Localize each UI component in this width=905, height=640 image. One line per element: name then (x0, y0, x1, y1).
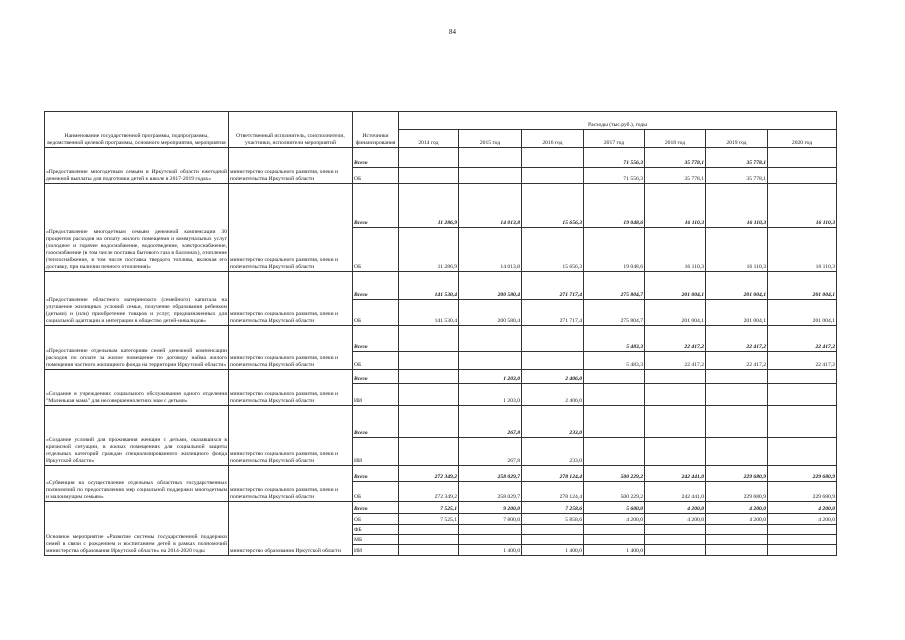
expense-value: 233,0 (522, 406, 584, 438)
funding-source: Всего (353, 370, 399, 384)
expense-value: 7 525,1 (399, 502, 459, 514)
expense-value: 16 110,3 (645, 184, 706, 228)
expense-value: 16 110,3 (768, 228, 837, 272)
expense-value: 272 349,2 (399, 466, 459, 482)
expense-value: 22 417,2 (768, 352, 837, 370)
executor-name: министерство социального развития, опеки и попечительства Иркутской области (229, 184, 353, 272)
expense-value: 201 004,1 (768, 272, 837, 300)
expense-value: 200 580,4 (459, 300, 522, 326)
expense-value (399, 384, 459, 406)
expense-value (399, 148, 459, 168)
expense-value: 242 441,0 (645, 482, 706, 502)
funding-source: ОБ (353, 228, 399, 272)
expense-value (768, 545, 837, 556)
executor-name: министерство социального развития, опеки и попечительства Иркутской области (229, 406, 353, 466)
expense-value: 15 656,3 (522, 228, 584, 272)
executor-name: министерство социального развития, опеки и попечительства Иркутской области (229, 148, 353, 184)
expense-value (459, 168, 522, 184)
expense-value: 7 525,1 (399, 514, 459, 525)
expense-value (522, 168, 584, 184)
expense-value: 271 717,4 (522, 272, 584, 300)
expense-value (459, 326, 522, 352)
expense-value (645, 438, 706, 466)
expense-value: 35 778,1 (645, 168, 706, 184)
expense-value: 35 778,1 (706, 168, 768, 184)
funding-source: Всего (353, 148, 399, 168)
table-row (45, 184, 837, 228)
expense-value: 22 417,2 (768, 326, 837, 352)
funding-source: ОБ (353, 168, 399, 184)
expense-value: 5 483,3 (584, 352, 645, 370)
expense-value (522, 525, 584, 535)
expense-value: 141 530,4 (399, 272, 459, 300)
year-header: 2015 год (459, 130, 522, 148)
program-name: «Создание условий для проживания женщин с детьми, оказавшихся в кризисной ситуации, в жилых помещениях для социальной защиты отдельных категорий граждан специализированного жилищного фонда Иркутской области» (45, 406, 229, 466)
expense-value: 5 483,3 (584, 326, 645, 352)
expense-value (584, 438, 645, 466)
expense-value: 258 029,7 (459, 466, 522, 482)
year-header: 2019 год (706, 130, 768, 148)
expense-value: 278 124,4 (522, 466, 584, 482)
expense-value (768, 406, 837, 438)
expense-value (768, 384, 837, 406)
funding-source: ФБ (353, 525, 399, 535)
budget-table (44, 111, 837, 556)
expense-value: 4 200,0 (645, 514, 706, 525)
expense-value: 141 530,4 (399, 300, 459, 326)
funding-source: ОБ (353, 482, 399, 502)
expense-value (459, 535, 522, 545)
program-name: «Субвенция на осуществление отдельных областных государственных полномочий по предоставлению мер социальной поддержки многодетным и малоимущим семьям» (45, 466, 229, 502)
expense-value (768, 370, 837, 384)
expense-value (768, 535, 837, 545)
executor-name: министерство социального развития, опеки и попечительства Иркутской области (229, 272, 353, 326)
expense-value (522, 148, 584, 168)
expense-value: 14 013,8 (459, 184, 522, 228)
expense-value: 4 200,0 (768, 502, 837, 514)
funding-source: ИИ (353, 438, 399, 466)
expense-value (645, 535, 706, 545)
expense-value: 275 804,7 (584, 272, 645, 300)
expense-value (584, 406, 645, 438)
expense-value (399, 326, 459, 352)
expense-value: 14 013,8 (459, 228, 522, 272)
expense-value: 1 203,0 (459, 370, 522, 384)
expense-value (706, 545, 768, 556)
expense-value: 2 406,0 (522, 384, 584, 406)
expense-value: 16 110,3 (706, 184, 768, 228)
expense-value (584, 525, 645, 535)
table-row (45, 272, 837, 300)
expense-value: 4 200,0 (584, 514, 645, 525)
expense-value (459, 525, 522, 535)
expense-value (399, 535, 459, 545)
expense-value: 35 778,1 (706, 148, 768, 168)
expense-value: 500 229,2 (584, 466, 645, 482)
expense-value: 1 203,0 (459, 384, 522, 406)
expense-value (706, 525, 768, 535)
expense-value (399, 438, 459, 466)
expense-value: 2 406,0 (522, 370, 584, 384)
expense-value (584, 535, 645, 545)
year-header: 2016 год (522, 130, 584, 148)
expense-value: 19 048,6 (584, 228, 645, 272)
expense-value: 71 556,3 (584, 148, 645, 168)
expense-value: 267,8 (459, 438, 522, 466)
expense-value (459, 148, 522, 168)
header-expenses: Расходы (тыс.руб.), годы (399, 112, 837, 130)
expense-value (706, 384, 768, 406)
expense-value (768, 438, 837, 466)
funding-source: ИИ (353, 384, 399, 406)
table-body (45, 148, 837, 556)
expense-value (522, 326, 584, 352)
funding-source: ОБ (353, 514, 399, 525)
expense-value (522, 352, 584, 370)
expense-value (645, 525, 706, 535)
expense-value (399, 168, 459, 184)
program-name: «Предоставление областного материнского (семейного) капитала на улучшение жилищных условий семьи, получение образования ребенком (детьми) и (или) приобретение товаров и услуг, предназначенных для социальной адаптации и интеграции в общество детей-инвалидов» (45, 272, 229, 326)
expense-value: 272 349,2 (399, 482, 459, 502)
expense-value: 201 004,1 (706, 272, 768, 300)
table-row (45, 370, 837, 384)
expense-value (399, 545, 459, 556)
expense-value (768, 525, 837, 535)
expense-value (399, 406, 459, 438)
expense-value: 500 229,2 (584, 482, 645, 502)
executor-name: министерство образования Иркутской области (229, 502, 353, 556)
funding-source: Всего (353, 406, 399, 438)
expense-value: 11 286,9 (399, 228, 459, 272)
expense-value: 22 417,2 (645, 352, 706, 370)
table-row (45, 502, 837, 514)
expense-value: 16 110,3 (768, 184, 837, 228)
header-sources: Источники финансирования (353, 112, 399, 148)
expense-value: 4 200,0 (768, 514, 837, 525)
expense-value (584, 370, 645, 384)
expense-value: 229 680,9 (768, 466, 837, 482)
expense-value: 22 417,2 (706, 326, 768, 352)
year-header: 2017 год (584, 130, 645, 148)
expense-value: 4 200,0 (706, 502, 768, 514)
expense-value: 200 580,4 (459, 272, 522, 300)
expense-value: 258 029,7 (459, 482, 522, 502)
header-executor: Ответственный исполнитель, соисполнители, участники, исполнители мероприятий (229, 112, 353, 148)
expense-value: 22 417,2 (645, 326, 706, 352)
funding-source: ОБ (353, 300, 399, 326)
table-row (45, 326, 837, 352)
expense-value (768, 168, 837, 184)
expense-value: 19 048,6 (584, 184, 645, 228)
table-row (45, 406, 837, 438)
expense-value: 15 656,3 (522, 184, 584, 228)
funding-source: ОБ (353, 352, 399, 370)
expense-value: 4 200,0 (645, 502, 706, 514)
expense-value: 5 600,0 (584, 502, 645, 514)
expense-value: 1 400,0 (459, 545, 522, 556)
expense-value (706, 406, 768, 438)
expense-value: 22 417,2 (706, 352, 768, 370)
table-row (45, 466, 837, 482)
expense-value (768, 148, 837, 168)
expense-value: 233,0 (522, 438, 584, 466)
program-name: Основное мероприятие «Развитие системы государственной поддержки семей в связи с рождением и воспитанием детей в рамках полномочий министерства образования Иркутской области» на 2014-2020 годы (45, 502, 229, 556)
expense-value: 16 110,3 (645, 228, 706, 272)
expense-value (459, 352, 522, 370)
expense-value (706, 370, 768, 384)
expense-value: 201 004,1 (768, 300, 837, 326)
header-name: Наименование государственной программы, подпрограммы, ведомственной целевой программы, основного мероприятия, мероприятия (45, 112, 229, 148)
expense-value (399, 352, 459, 370)
program-name: «Создание в учреждениях социального обслуживания одного отделения "Маленькая мама" для несовершеннолетних мам с детьми» (45, 370, 229, 406)
expense-value (645, 545, 706, 556)
funding-source: Всего (353, 326, 399, 352)
page-number: 84 (449, 28, 456, 36)
year-header: 2014 год (399, 130, 459, 148)
expense-value: 35 778,1 (645, 148, 706, 168)
expense-value (645, 406, 706, 438)
expense-value (399, 370, 459, 384)
expense-value: 229 680,9 (768, 482, 837, 502)
expense-value: 9 200,0 (459, 502, 522, 514)
expense-value (706, 438, 768, 466)
table-row (45, 148, 837, 168)
executor-name: министерство социального развития, опеки и попечительства Иркутской области (229, 326, 353, 370)
expense-value: 201 004,1 (706, 300, 768, 326)
expense-value: 278 124,4 (522, 482, 584, 502)
funding-source: Всего (353, 272, 399, 300)
year-header: 2020 год (768, 130, 837, 148)
executor-name: министерство социального развития, опеки и попечительства Иркутской области (229, 466, 353, 502)
expense-value (645, 370, 706, 384)
funding-source: Всего (353, 184, 399, 228)
expense-value (706, 535, 768, 545)
expense-value: 229 680,9 (706, 466, 768, 482)
expense-value (584, 384, 645, 406)
expense-value: 201 004,1 (645, 272, 706, 300)
expense-value: 1 400,0 (584, 545, 645, 556)
expense-value: 11 286,9 (399, 184, 459, 228)
expense-value: 4 200,0 (706, 514, 768, 525)
expense-value: 5 858,6 (522, 514, 584, 525)
expense-value: 229 680,9 (706, 482, 768, 502)
program-name: «Предоставление многодетным семьям в Иркутской области ежегодной денежной выплаты для подготовки детей к школе в 2017-2019 годах» (45, 148, 229, 184)
expense-value (522, 535, 584, 545)
funding-source: Всего (353, 502, 399, 514)
funding-source: ИИ (353, 545, 399, 556)
expense-value: 7 258,6 (522, 502, 584, 514)
expense-value: 7 800,0 (459, 514, 522, 525)
expense-value: 1 400,0 (522, 545, 584, 556)
program-name: «Предоставление отдельным категориям семей денежной компенсации расходов по оплате за жилое помещение по договору найма жилого помещения частного жилищного фонда на территории Иркутской области» (45, 326, 229, 370)
expense-value: 267,8 (459, 406, 522, 438)
expense-value: 275 804,7 (584, 300, 645, 326)
executor-name: министерство социального развития, опеки и попечительства Иркутской области (229, 370, 353, 406)
expense-value: 242 441,0 (645, 466, 706, 482)
expense-value: 16 110,3 (706, 228, 768, 272)
expense-value: 271 717,4 (522, 300, 584, 326)
expense-value: 201 004,1 (645, 300, 706, 326)
expense-value (645, 384, 706, 406)
expense-value (399, 525, 459, 535)
funding-source: Всего (353, 466, 399, 482)
expense-value: 71 556,3 (584, 168, 645, 184)
program-name: «Предоставление многодетным семьям денежной компенсации 30 процентов расходов на оплату жилого помещения и коммунальных услуг (холодное и горячее водоснабжение, водоотведение, электроснабжение, газоснабжение (в том числе поставка бытового газа в баллонах), отопление (теплоснабжение, в том числе поставка твердого топлива, включая его доставку, при наличии печного отопления)» (45, 184, 229, 272)
funding-source: МБ (353, 535, 399, 545)
year-header: 2018 год (645, 130, 706, 148)
